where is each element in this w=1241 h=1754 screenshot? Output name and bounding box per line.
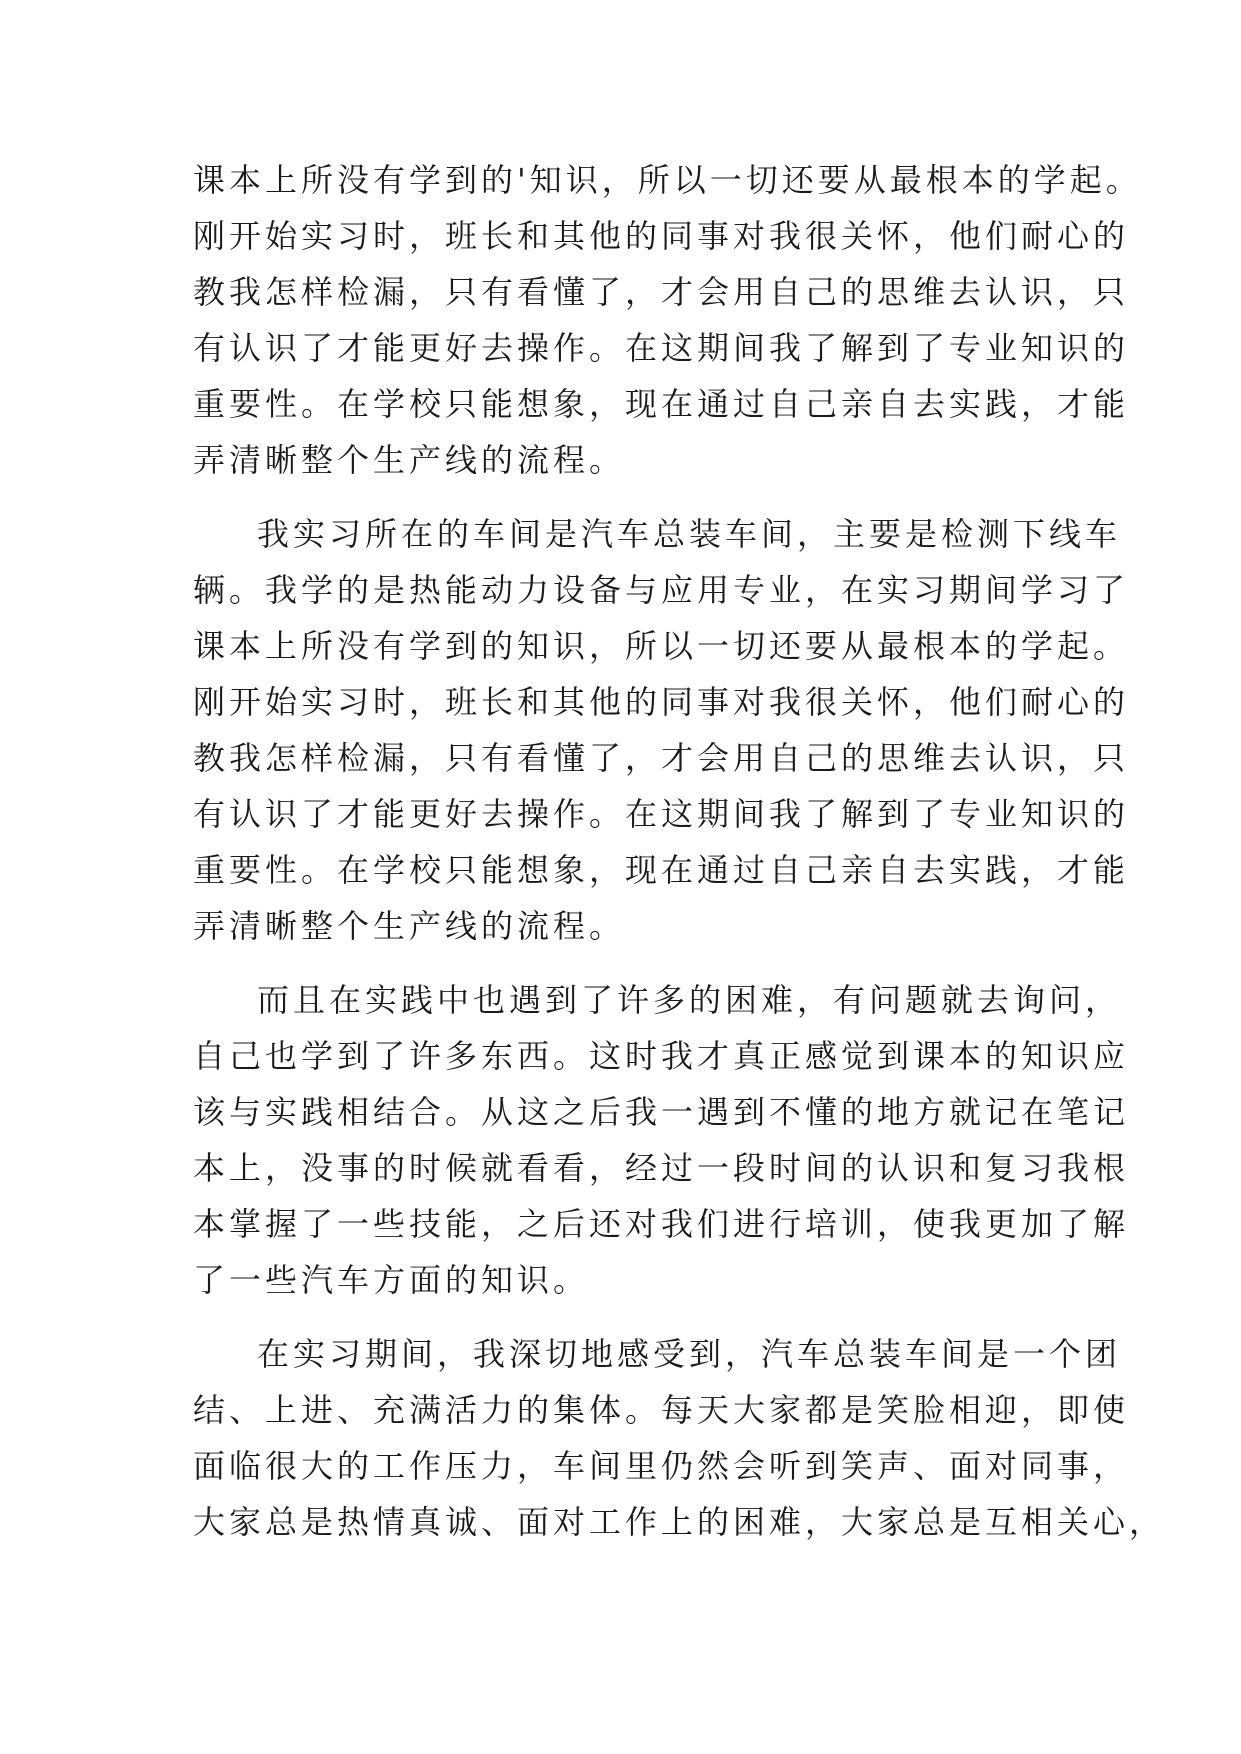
text-line-first: 在实习期间，我深切地感受到，汽车总装车间是一个团	[257, 1335, 1122, 1373]
text-line: 有认识了才能更好去操作。在这期间我了解到了专业知识的	[193, 329, 1130, 367]
text-line: 该与实践相结合。从这之后我一遇到不懂的地方就记在笔记	[193, 1093, 1130, 1131]
text-line: 了一些汽车方面的知识。	[193, 1261, 590, 1299]
text-line: 弄清晰整个生产线的流程。	[193, 441, 626, 479]
text-line: 课本上所没有学到的知识，所以一切还要从最根本的学起。	[193, 627, 1130, 665]
text-line: 弄清晰整个生产线的流程。	[193, 907, 626, 945]
text-line: 课本上所没有学到的'知识，所以一切还要从最根本的学起。	[193, 161, 1142, 199]
text-line: 面临很大的工作压力，车间里仍然会听到笑声、面对同事，	[193, 1447, 1130, 1485]
text-line: 辆。我学的是热能动力设备与应用专业，在实习期间学习了	[193, 571, 1130, 609]
text-line: 教我怎样检漏，只有看懂了，才会用自己的思维去认识，只	[193, 273, 1130, 311]
text-line: 重要性。在学校只能想象，现在通过自己亲自去实践，才能	[193, 385, 1130, 423]
text-line: 重要性。在学校只能想象，现在通过自己亲自去实践，才能	[193, 851, 1130, 889]
text-line-first: 而且在实践中也遇到了许多的困难，有问题就去询问，	[257, 981, 1122, 1019]
text-line: 本掌握了一些技能，之后还对我们进行培训，使我更加了解	[193, 1205, 1130, 1243]
document-body	[193, 152, 1166, 1568]
text-line: 刚开始实习时，班长和其他的同事对我很关怀，他们耐心的	[193, 217, 1130, 255]
paragraph-3	[193, 972, 1130, 1308]
paragraph-1	[193, 152, 1142, 488]
text-line: 刚开始实习时，班长和其他的同事对我很关怀，他们耐心的	[193, 683, 1130, 721]
text-line: 大家总是热情真诚、面对工作上的困难，大家总是互相关心，	[193, 1503, 1166, 1541]
text-line: 自己也学到了许多东西。这时我才真正感觉到课本的知识应	[193, 1037, 1130, 1075]
text-line: 本上，没事的时候就看看，经过一段时间的认识和复习我根	[193, 1149, 1130, 1187]
text-line: 有认识了才能更好去操作。在这期间我了解到了专业知识的	[193, 795, 1130, 833]
text-line-first: 我实习所在的车间是汽车总装车间，主要是检测下线车	[257, 515, 1122, 553]
text-line: 结、上进、充满活力的集体。每天大家都是笑脸相迎，即使	[193, 1391, 1130, 1429]
paragraph-4	[193, 1326, 1166, 1550]
text-line: 教我怎样检漏，只有看懂了，才会用自己的思维去认识，只	[193, 739, 1130, 777]
paragraph-2	[193, 506, 1130, 954]
